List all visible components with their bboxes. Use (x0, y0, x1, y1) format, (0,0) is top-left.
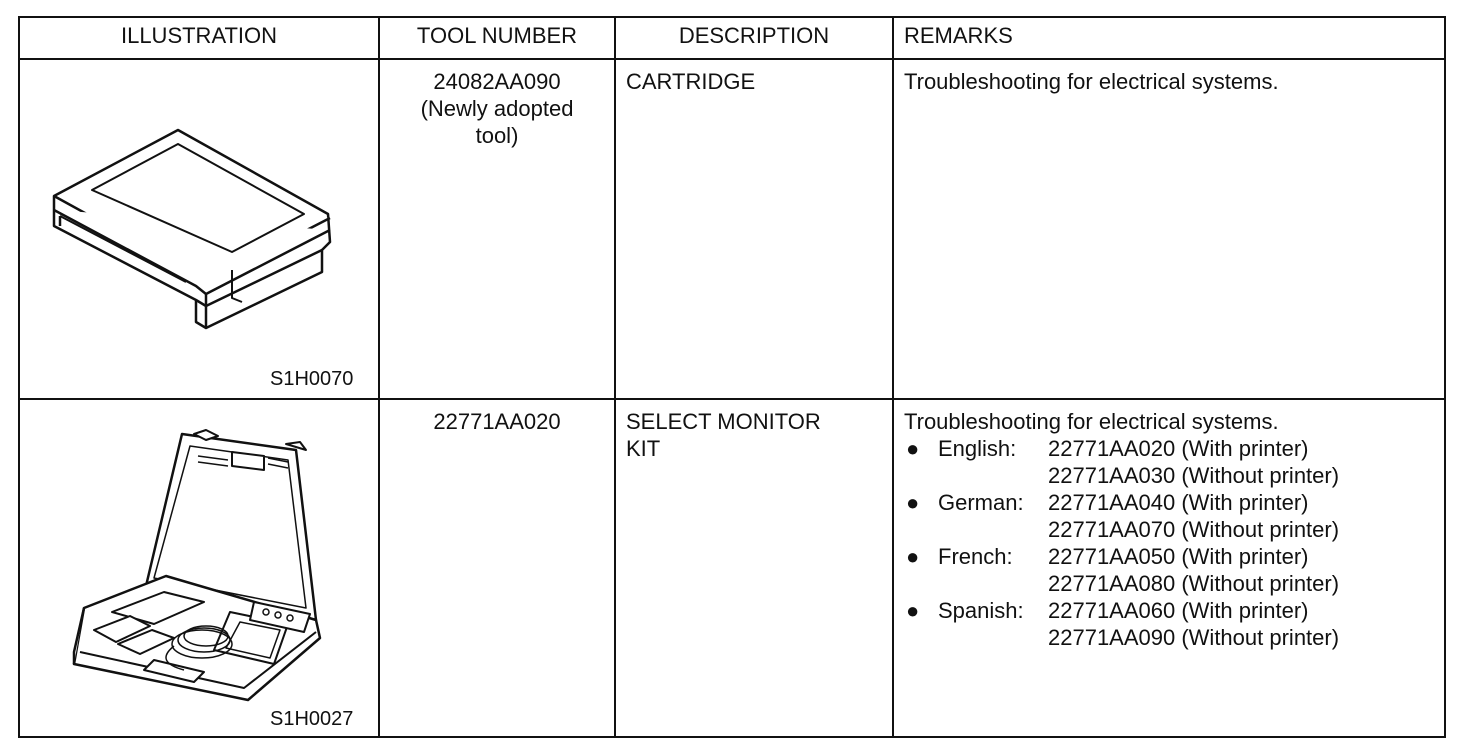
language-entry (904, 435, 1339, 462)
figure-code: S1H0070 (270, 368, 354, 390)
description-text: SELECT MONITOR (626, 409, 821, 434)
select-monitor-kit-illustration (54, 426, 324, 708)
language-entry (904, 543, 1339, 570)
header-description: DESCRIPTION (678, 23, 830, 48)
special-tools-table (18, 16, 1446, 738)
part-with-printer: 22771AA040 (With printer) (1048, 490, 1309, 515)
language-label: English: (938, 436, 1017, 461)
row-divider (20, 398, 1444, 400)
part-without-printer: 22771AA070 (Without printer) (1048, 517, 1340, 542)
header-remarks: REMARKS (904, 23, 1013, 48)
remarks-cell (904, 408, 1339, 651)
tool-note: (Newly adopted (420, 96, 574, 121)
language-entry (904, 489, 1339, 516)
description-cell (626, 408, 821, 462)
bullet-icon: ● (906, 598, 920, 623)
bullet-icon: ● (906, 544, 920, 569)
header-divider (20, 58, 1444, 60)
language-label: Spanish: (938, 598, 1024, 623)
header-illustration: ILLUSTRATION (120, 23, 278, 48)
language-label: French: (938, 544, 1013, 569)
language-entry (904, 597, 1339, 624)
part-without-printer: 22771AA080 (Without printer) (1048, 571, 1340, 596)
figure-code: S1H0027 (270, 708, 354, 730)
remarks-cell (904, 68, 1279, 95)
part-with-printer: 22771AA020 (With printer) (1048, 436, 1309, 461)
column-divider (614, 18, 616, 736)
remarks-text: Troubleshooting for electrical systems. (904, 69, 1279, 94)
language-label: German: (938, 490, 1024, 515)
bullet-icon: ● (906, 436, 920, 461)
part-with-printer: 22771AA060 (With printer) (1048, 598, 1309, 623)
tool-number-cell (380, 68, 614, 149)
remarks-text: Troubleshooting for electrical systems. (904, 409, 1279, 434)
tool-note: tool) (475, 123, 519, 148)
part-without-printer: 22771AA090 (Without printer) (1048, 625, 1340, 650)
bullet-icon: ● (906, 490, 920, 515)
tool-number: 22771AA020 (433, 409, 561, 434)
description-text: CARTRIDGE (626, 69, 756, 94)
part-without-printer: 22771AA030 (Without printer) (1048, 463, 1340, 488)
tool-number: 24082AA090 (433, 69, 561, 94)
description-text: KIT (626, 436, 661, 461)
part-with-printer: 22771AA050 (With printer) (1048, 544, 1309, 569)
column-divider (892, 18, 894, 736)
tool-number-cell (380, 408, 614, 435)
cartridge-illustration (46, 122, 346, 332)
header-tool-number: TOOL NUMBER (416, 23, 578, 48)
description-cell (626, 68, 755, 95)
